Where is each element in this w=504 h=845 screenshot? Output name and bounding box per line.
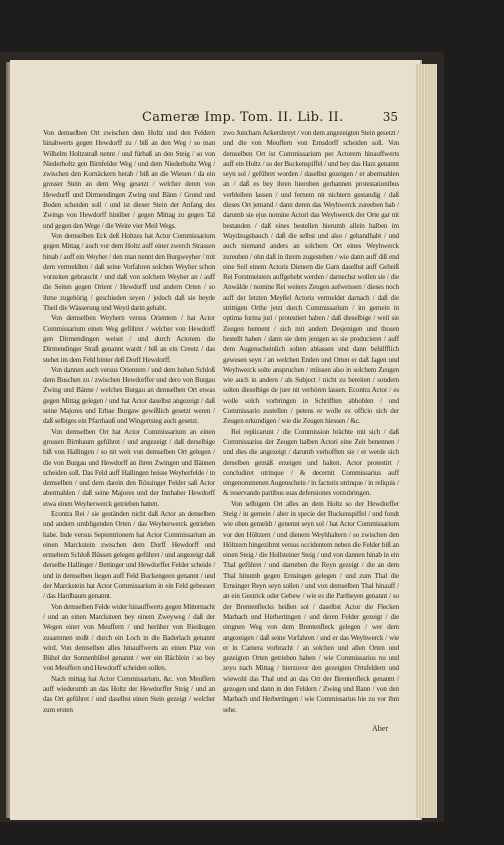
running-title: Cameræ Imp. Tom. II. Lib. II. (142, 110, 344, 125)
page-edges (415, 64, 437, 818)
paragraph: Rei replicarunt / die Commission brächte mit sich / daß Commissarius der Zeugen halben Actori eine Zeit benennen / und dies die angezeigt / darumb verhofften sie / er werde sich derselben gemäß erzeigen und halten. Actor protestirt / concludiret utrinque / & decernit Commissarius auff eingenommenen Augenschein / in facturis utrinque / in reliquis / & reservando partibus suas defensiones vorzubringen. (223, 427, 399, 498)
paragraph: Nach mittag hat Actor Commissarium, &c. von Meuffern auff wiederumb an das Holtz der Hewdorffer Steig / und an das Ort geführet / und daselbst einen Stein gezeigt / welcher zum ersten (43, 674, 215, 714)
paragraph: Von demselben Eck deß Holtzes hat Actor Commissarium gegen Mittag / auch vor dem Holtz auff einer zwerch Strassen hinab / auff ein Weyher / den man nennt den Burgweyher / mit dem vermeldten / daß seine Vorfahren solchen Weyher schon vorzeiten gebraucht / und daß von solchem Weyher an / auff die Seiten gegen Orient / Hewdorff und andern Orten / so ihme zugehörig / geschieden seyen / jedoch daß sie beyde Theil die Wässerung und Weyd darin gehabt. (43, 231, 215, 313)
page-number: 35 (382, 110, 398, 124)
running-header (70, 110, 400, 128)
paragraph: Von demselben Weyhern versus Orientem / hat Actor Commissarium einen Weg geführet / welcher von Hewdorff gen Dirmendingen weiset / und durch Actorem die Dirmendinger Straß genannt wardt / biß an ein Creutz / das stehet im dem Feld hinter deß Dorff Hewdorff. (43, 314, 215, 364)
paragraph: Von demselben Ort zwischen dem Holtz und den Feldern hinabwerts gegen Hewdorff zu / biß an den Weg / so man Wilhelm Holtzstraß nennt / und fürbaß an den Steig / so von Niederholtz gen Birnfelder Weg / und dem Niederholtz Weg / zwischen den Kornäckern herab / biß an die Wiesen / da ein grosser Stein an dem Weg gesetzt / welcher deren von Hewdorff und Dirmendingen Zwing und Bänn / Grund und Boden scheiden soll / und ist dieser Stein der Anfang des Zwings von Hewdorff hinüber / gegen Mittag zu gegen Tal und gegen den Wege / die Weite vier Meil Wegs. (43, 129, 215, 230)
paragraph: Econtra Rei / sie geständen nicht daß Actor an denselben und andern umbligenden Orten / das Weyherwerck getrieben habe. Inde versus Septentrionem hat Actor Commissarium an einen Marckstein zwischen dem Dorff Hewdorff und ermeltem Schloß Büssen gelegen geführet / und angezeigt daß derselbe Hallinger / Bettinger und Hewdorffer Felder scheide / und in demselben liegen auff Feld Buckengeen genannt / und der Marckstein hat Actor Commissarium in ein Feld gebessert / das Hardbaum genannt. (43, 509, 215, 601)
right-text-column (223, 128, 399, 715)
paragraph: zwo Juncharn Ackersbreyt / von dem angezeigten Stein gesetzt / und die von Meuffern von Ernsdorff scheiden soll. Von demselben Ort ist Commissarium per Actorem hinauffwerts auff ein Holtz / so der Buckenspiffel / und bey das Harz genannt seyn sol / geführet worden / daselbst gezeigen / er abermahlen an / daß es bey ihren hieroben gerhannen protestationibus verbleiben lassen / und fernem nit nichtern gestandig / daß dieses Ort jemand / dann deren das Weyhwerck zureeben hab / darumb sie ejus nomine Actori das Weyhwerck der Orte gar nit bestanden / daß eines bestellen hierumb allein halben im Waydzugsbauch / daß die selbst und also / gehandhabt / und auch niemand anders an solchem Ort eines Weyhwerck zureuben / ohn daß in ihrem zugestehen / wie dann auff diß end eine Seil einem Actoris Dienern die Garn daselbst auff Geheiß Rei Forstmeisters auffgehebt werden / darnechst wollen sie / die Anwälde / nomine Rei weiters Zeugen aufweissen / dieses noch auff der letzten Meyßel Actoris vermeldet darnach / daß die strittigen Orthe jetzt durch Commissarium / im gemein in optima forma juri / protestiert haben / daß dieselbige / weil sie Zeugen bennent / sich mit andern Desjenigen und thosen bestellt haben / dann sie dem jenigen so sie producieret / auff dem Augenscheinlich solten ablassen und dann behilfflich gewesen seyn / an welchen Enden und Orten er daß Jagen und Weyhwerck solte anspruchen / müssen also in solchem Zeugen wie auch in andern / als Subject / nicht zu bereiten / sondern solten dieselbige de jure nit verhören lassen. Econtra Actor / es wolle solch vorbringen in Schrifften abhoblen / und Commissario zustellen / petens er wolle ex officio sich der Zeugen erkundigen / wie die Zeugen hiessen / &c. (223, 129, 399, 426)
catchword: Aber (372, 724, 388, 733)
paragraph: Von demselben Felde wider hinauffwerts gegen Mitternacht / und an einen Marcksteen bey einem Zweyweg / daß der Wegen einer von Meuffern / und herüber von Riedingen zusammen stoßt / durch ein Loch in die Baderlach genannt wird. Von demselben alles hinauffwerts an einen Plaz von Bühel der Sonnenbühel genannt / wer ein Bächlein / so bey von Meuffern und Hewdorff scheiden sollen. (43, 602, 215, 673)
left-text-column (43, 128, 215, 715)
paragraph: Von selbigem Ort alles an dem Holtz so der Hewdorffer Steig / in gemein / aber in specie der Buckenspiffel / und fondt wie oben gemeldt / genennt seyn sol / hat Actor Commissarium vor den Höltzern / und dienem Weyhhaltern / so zwischen den Höltzern hingezihmt versus occidentem neben die Felder biß an einen Steig / die Hollsteiner Steig / und von dannen hinab in ein Thal geführet / und darneben die Reyn gezeigt / die an dem Thal hinumb gegen Ernsingen gelegen / und zum Thal die Ernsinger Reyn seyn sollen / und von demselben Thal hinauff / an ein Gestrick oder Gebew / wie es die Partheyen genannt / so der Brentenflecks heißen sol / daselbst Actor die Flecken Marbach und Herbertingen / und deren Felder gezeigt / die eingnen Weg von dem Brentenfleck gelegen / wer dem angezeigen / daß seine Vorfahren / und er das Weyhwerck / wie er in Camera vorbracht / an solchen und allen Orten und gezeigten Orten getrieben haben / wie Commissarius nu und zeyo nach Mittag / hierzuvor den gezeigten Ortsfeldern und wiewohl das Thal und an das Ort der Brentenfleck genannt / gezogen und dann in den Feldern / Zwing und Bann / von den Marbach und Herbertingen / wie Commissarius hie zu vor ihm sehe. (223, 499, 399, 714)
paragraph: Von dannen auch versus Orientem / und dem hohen Schloß dem Buschen zu / zwischen Hewdorffer und dero von Burgau Zwing und Bänne / welches Burgau an demselben Ort etwas gegen Mittag gelegen / und hat Actor daselbst angezeigt / daß seine Majores und Erbae Burgaw gewißlich gesetzt weren / daß selbiges ein Pfarrhauß und Wingertsteg auch gesetzt. (43, 365, 215, 426)
paragraph: Von demselben Ort hat Actor Commissarium an einen grossen Birnbaum geführet / und angezeigt / daß derselbige biß von Hallingen / so nit weit von demselben Ort gelegen / die von Burgau und Hewdorff an ihren Zwingen und Bännen scheiden soll. Das Feld auff Hallingen heisse Weyherfelde / in demselben / und dem darein den Rössinger Felder saß Actor abermahlen / daß seine Majores und der Innhaber Hewdorff etwa einen Weyherwerck getrieben hatten. (43, 427, 215, 508)
